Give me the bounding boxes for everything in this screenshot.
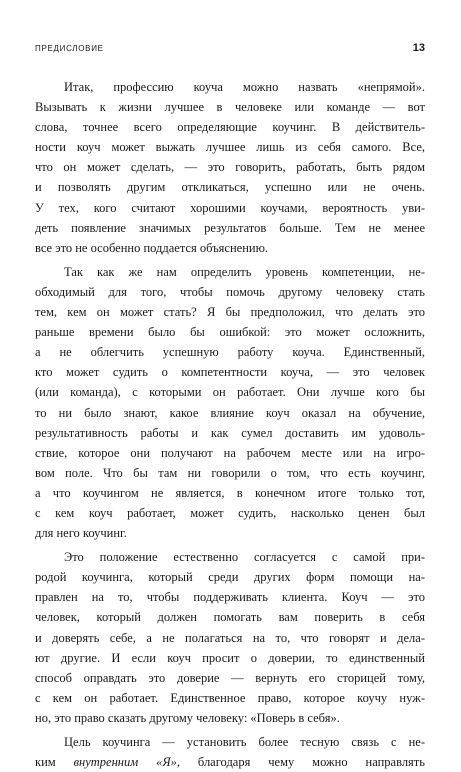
text-line: для него коучинг.	[35, 526, 127, 541]
text-line: тем, кем он может стать? Я бы предположил, что делать это	[35, 305, 425, 320]
text-line: что он может сделать, — это говорить, работать, быть рядом	[35, 160, 425, 175]
text-line: Так как же нам определить уровень компетенции, не-	[64, 264, 425, 279]
text-line: то ни было знают, какое влияние коуч оказал на обучение,	[35, 405, 425, 420]
text-line: кто может судить о компетентности коуча, — это человек	[35, 365, 425, 380]
text-line: вом поле. Что бы там ни говорили о том, что есть коучинг,	[35, 465, 425, 480]
text-line: человек, который должен помогать вам поверить в себя	[35, 610, 425, 625]
text-line: правлен на то, чтобы поддерживать клиента. Коуч — это	[35, 590, 425, 605]
text-line: и позволять другим откликаться, успешно или не очень.	[35, 180, 425, 195]
text-line: ют другие. И если коуч просит о доверии, то единственный	[35, 650, 425, 665]
text-line: а не облегчить успешную работу коуча. Единственный,	[35, 345, 425, 360]
text-line: родой коучинга, который среди других форм помощи на-	[35, 570, 425, 585]
text-line: с кем коуч работает, может судить, насколько ценен был	[35, 505, 425, 520]
text-line: слова, точнее всего определяющие коучинг. В действитель-	[35, 120, 425, 135]
text-line: ности коуч может выжать лучшее лишь из себя самого. Все,	[35, 140, 425, 155]
text-line: а что коучингом не является, в конечном итоге только тот,	[35, 485, 425, 500]
text-line: способ оправдать это доверие — вернуть его сторицей тому,	[35, 670, 425, 685]
text-line: Цель коучинга — установить более тесную связь с не-	[64, 735, 425, 749]
page-number: 13	[412, 42, 425, 54]
running-head: ПРЕДИСЛОВИЕ	[35, 44, 104, 53]
text-line: обходимый для того, чтобы помочь другому человеку стать	[35, 284, 425, 299]
page-header	[35, 44, 425, 60]
text-run: , благодаря чему можно направлять	[176, 755, 425, 770]
text-line: Вызывать к жизни лучшее в человеке или команде — вот	[35, 100, 425, 115]
body-text	[35, 77, 425, 772]
text-line: все это не особенно поддается объяснению.	[35, 240, 269, 255]
text-line: Итак, профессию коуча можно назвать «непрямой».	[64, 80, 425, 94]
text-line: результативность работы и как сумел доставить им удоволь-	[35, 425, 425, 440]
paragraph	[35, 77, 425, 258]
text-run: ким	[35, 755, 74, 770]
text-line: и доверять себе, а не полагаться на то, что говорят и дела-	[35, 630, 425, 645]
emphasized-phrase: внутренним «Я»	[73, 755, 177, 770]
paragraph	[35, 262, 425, 543]
text-line: с кем он работает. Единственное право, которое коучу нуж-	[35, 690, 425, 705]
text-line: Это положение естественно согласуется с самой при-	[64, 550, 425, 565]
text-line: (или команда), с которыми он работает. Они лучше кого бы	[35, 385, 425, 400]
text-line: раньше времени было бы ошибкой: это может осложнить,	[35, 325, 425, 340]
paragraph	[35, 547, 425, 728]
text-line: деть появление значимых результатов больше. Тем не менее	[35, 220, 425, 235]
text-line: У тех, кого считают хорошими коучами, вероятность уви-	[35, 200, 425, 215]
text-line: ствие, которое они получают на рабочем месте или на игро-	[35, 445, 425, 460]
text-line-with-emphasis	[35, 752, 425, 772]
text-line: но, это право сказать другому человеку: «Поверь в себя».	[35, 710, 340, 725]
paragraph	[35, 732, 425, 772]
